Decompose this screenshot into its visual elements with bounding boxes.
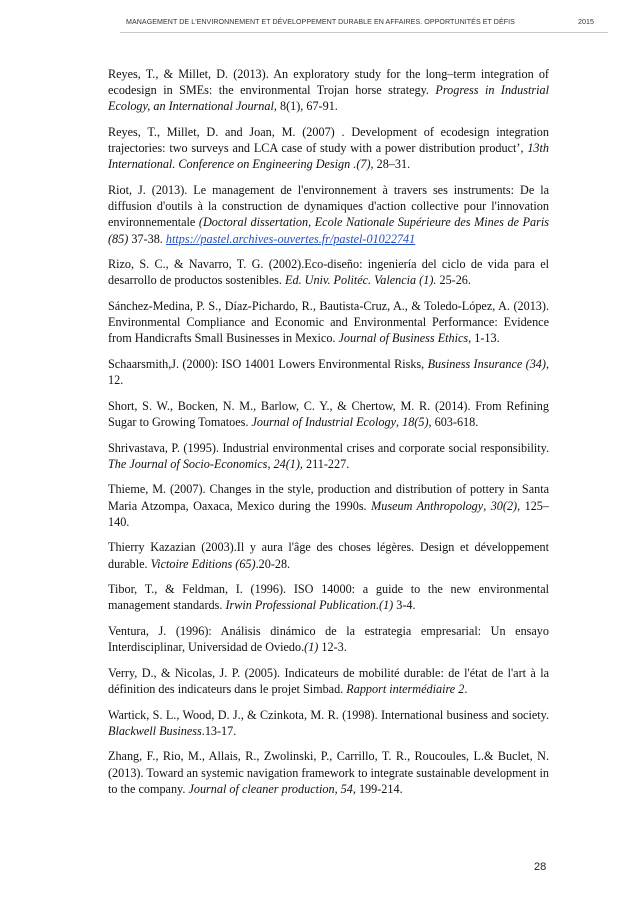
reference-entry [108,256,549,288]
reference-text: Wartick, S. L., Wood, D. J., & Czinkota, M. R. (1998). International business and society. [108,707,549,722]
reference-text: Rizo, S. C., & Navarro, T. G. (2002).Eco-diseño: ingeniería del ciclo de vida para el desarrollo de productos sostenibles. [108,257,549,288]
reference-text: , 12. [108,357,549,388]
reference-text: , [334,781,341,796]
reference-italic-text: (Doctoral dissertation, Ecole Nationale Supérieure des Mines de Paris (85) [108,215,549,246]
reference-text: .13-17. [201,723,237,738]
reference-italic-text: Victoire Editions (65) [150,556,256,571]
reference-entry [108,481,549,530]
reference-text: Thieme, M. (2007). Changes in the style, production and distribution of pottery in Santa Maria Atzompa, Oaxaca, Mexico during the 1990s. [108,482,549,513]
reference-entry [108,356,549,388]
reference-text: Shrivastava, P. (1995). Industrial environmental crises and corporate social responsibility. [108,440,549,455]
reference-text: , [396,415,403,429]
reference-italic-text: 13th International. Conference on Engineering Design .(7) [108,141,549,172]
reference-text: , [267,456,274,471]
reference-text: Reyes, T., Millet, D. and Joan, M. (2007) . Development of ecodesign integration trajectories: two surveys and LCA case of study with a power distribution product’, [108,125,549,156]
reference-italic-text: Blackwell Business [108,723,202,738]
reference-text: , 1-13. [468,331,500,346]
reference-text: Schaarsmith,J. (2000): ISO 14001 Lowers Environmental Risks, [108,357,428,371]
reference-text: 211-227. [302,456,350,471]
reference-text: . [464,681,468,696]
reference-list [108,66,549,806]
header-year: 2015 [578,18,594,26]
reference-text: Verry, D., & Nicolas, J. P. (2005). Indicateurs de mobilité durable: de l'état de l'art à la définition des indicateurs dans le projet Simbad. [108,665,549,696]
reference-link[interactable]: https://pastel.archives-ouvertes.fr/pastel-01022741 [165,231,416,246]
reference-text: Sánchez-Medina, P. S., Díaz-Pichardo, R., Bautista-Cruz, A., & Toledo-López, A. (2013). Environmental Compliance and Economic and Environmental Performance: Evidence from Handicrafts Small Businesses in Mexico. [108,299,549,346]
reference-text: Riot, J. (2013). Le management de l'environnement à travers ses instruments: De la diffusion d'outils à la construction de dynamiques d'action collective pour l'innovation environnementale [108,183,549,230]
reference-text: 25-26. [436,273,471,288]
reference-italic-text: Journal of Business Ethics [338,331,469,346]
reference-text: , 603-618. [428,415,479,429]
reference-italic-text: 18(5) [402,415,429,429]
reference-entry [108,748,549,797]
reference-text: Short, S. W., Bocken, N. M., Barlow, C. Y., & Chertow, M. R. (2014). From Refining Sugar to Growing Tomatoes. [108,398,549,429]
reference-entry [108,707,549,739]
reference-text: , 199-214. [352,781,403,796]
reference-entry [108,182,549,247]
reference-italic-text: Museum Anthropology [371,498,484,513]
reference-italic-text: (1) [304,640,319,655]
reference-italic-text: Journal of Industrial Ecology [251,415,397,429]
reference-text: , 8(1), 67-91. [273,99,338,114]
reference-italic-text: The Journal of Socio-Economics [108,456,268,471]
reference-italic-text: Journal of cleaner production [188,781,335,796]
page-number: 28 [534,861,547,873]
reference-text: 37-38. [128,231,166,246]
reference-text: .20-28. [255,556,291,571]
reference-entry [108,298,549,347]
reference-italic-text: Rapport intermédiaire 2 [346,681,465,696]
reference-text: , [483,498,491,513]
reference-italic-text: 24(1), [273,456,303,471]
reference-entry [108,124,549,173]
reference-entry [108,665,549,697]
reference-entry [108,398,549,430]
reference-text: 12-3. [318,640,347,655]
reference-entry [108,539,549,571]
running-header [126,18,596,26]
header-divider [120,32,608,33]
reference-text: 3-4. [393,598,416,613]
reference-text: , 125–140. [108,498,549,529]
reference-entry [108,66,549,115]
reference-entry [108,440,549,472]
reference-entry [108,581,549,613]
reference-text: Tibor, T., & Feldman, I. (1996). ISO 14000: a guide to the new environmental management standards. [108,582,549,613]
reference-text: Ventura, J. (1996): Análisis dinámico de la estrategia empresarial: Un ensayo Interdisciplinar, Universidad de Oviedo. [108,623,549,655]
reference-italic-text: 54 [340,781,353,796]
header-title: MANAGEMENT DE L'ENVIRONNEMENT ET DÉVELOPPEMENT DURABLE EN AFFAIRES. OPPORTUNITÉS ET DÉFIS [126,18,515,26]
reference-text: Thierry Kazazian (2003).Il y aura l'âge des choses légères. Design et développement durable. [108,540,549,571]
reference-italic-text: 30(2) [490,498,518,513]
reference-entry [108,623,549,655]
reference-italic-text: Irwin Professional Publication.(1) [225,598,394,613]
reference-text: , 28–31. [370,157,411,172]
reference-text: Reyes, T., & Millet, D. (2013). An exploratory study for the long–term integration of ecodesign in SMEs: the environmental Trojan horse strategy. [108,67,549,98]
reference-italic-text: Progress in Industrial Ecology, an International Journal [108,83,549,114]
reference-italic-text: Business Insurance (34) [427,357,546,371]
reference-text: Zhang, F., Rio, M., Allais, R., Zwolinski, P., Carrillo, T. R., Roucoules, L.& Buclet, N. (2013). Toward an systemic navigation framework to integrate sustainable development in to the company. [108,749,549,796]
reference-italic-text: Ed. Univ. Politéc. Valencia (1). [285,273,437,288]
